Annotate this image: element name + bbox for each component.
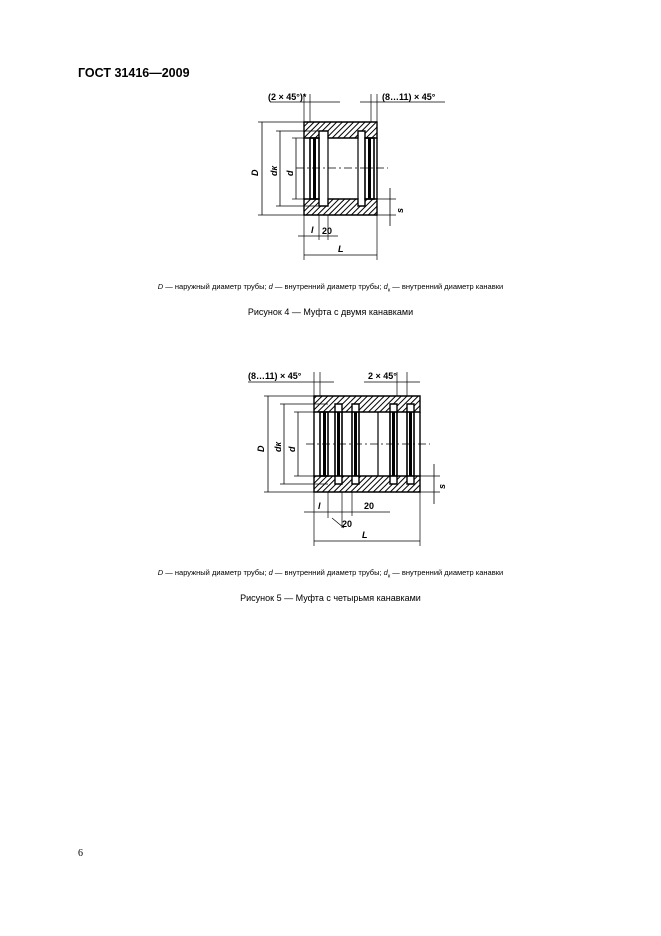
dim-chamfer-right: (8…11) × 45° (382, 92, 436, 102)
dim-20b: 20 (364, 501, 375, 511)
dim-20: 20 (322, 226, 333, 236)
dim-dk: dк (273, 441, 283, 452)
document-code: ГОСТ 31416—2009 (78, 66, 190, 80)
page-number: 6 (78, 848, 83, 859)
dim-20a: 20 (342, 519, 353, 529)
coupling-wall-top (314, 396, 420, 412)
dim-s: s (395, 207, 405, 213)
figure-5-drawing (244, 366, 447, 551)
dim-D: D (250, 169, 260, 176)
dim-L: L (362, 530, 368, 540)
dim-d: d (287, 446, 297, 452)
dim-D: D (256, 445, 266, 452)
figure-5-caption: Рисунок 5 — Муфта с четырьмя канавками (240, 593, 421, 603)
coupling-wall-bottom (314, 476, 420, 492)
dim-chamfer-left: (8…11) × 45° (248, 371, 302, 381)
figure-4-legend: D — наружный диаметр трубы; d — внутренний диаметр трубы; $d_к$ — внутренний диаметр канавки (157, 282, 504, 294)
coupling-wall-top (304, 122, 377, 138)
dim-d: d (285, 170, 295, 176)
dim-dk: dк (269, 165, 279, 176)
dim-l: l (311, 225, 314, 235)
dim-L: L (338, 244, 344, 254)
dim-chamfer-right: 2 × 45° (368, 371, 397, 381)
figure-4-drawing (240, 88, 460, 263)
dim-s: s (437, 483, 447, 489)
dim-chamfer-left: (2 × 45°)* (268, 92, 307, 102)
figure-4-caption: Рисунок 4 — Муфта с двумя канавками (247, 307, 414, 317)
dim-l: l (318, 501, 321, 511)
figure-5-legend: D — наружный диаметр трубы; d — внутренний диаметр трубы; $d_к$ — внутренний диаметр канавки (157, 568, 504, 580)
coupling-wall-bottom (304, 199, 377, 215)
